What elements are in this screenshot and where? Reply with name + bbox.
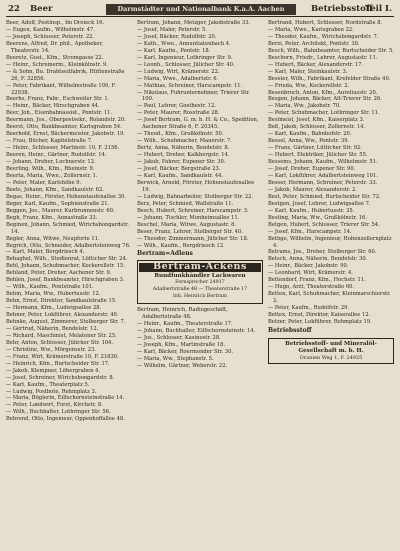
directory-entry: Bettex, Ernst, Direktor, Kaiserallee 12. <box>268 312 371 319</box>
directory-entry: Beerens, Alfred, Dr. phil., Apotheker, Theaterstr. 14. <box>6 40 104 54</box>
directory-entry: — Josef, Kfm., Harscampstr. 14. <box>268 228 352 235</box>
directory-entry: Behn, Ernst, Direktor, Sandkaulstraße 15. <box>6 298 117 305</box>
directory-entry: — Hugo, Arzt, Theaterstraße 60. <box>268 284 355 291</box>
directory-entry: — Christine, Ww., Mörgensstr. 23. <box>6 346 97 353</box>
directory-entry: Besgen, Johann, Bäcker, Alt-Trierer Str. 26. <box>268 96 382 103</box>
directory-entry: — Wilh., Schuhmacher, Mauerstr. 7. <box>137 138 232 145</box>
directory-entry: — Eugen, Kaufm., Wilhelmstr. 47. <box>6 26 95 33</box>
directory-entry: Behland, Peter, Dreher, Aachener Str. 9. <box>6 270 112 277</box>
directory-entry: — Josef, Bäcker, Bergstraße 23. <box>137 166 221 173</box>
directory-entry: — Maria, Wwe., Karlsgraben 22. <box>268 26 354 33</box>
directory-entry: — Theodor, Zimmermann, Jülicher Str. 18. <box>137 235 249 242</box>
directory-entry: — Karl, Maler, Steinkaulstr. 3. <box>268 68 348 75</box>
ad-owner: Inh. Heinrich Bertram <box>172 294 228 300</box>
ad-address: Adalbertstraße 48 — Theaterstraße 17 <box>152 287 248 293</box>
directory-entry: Bettendorf, Franz, Kfm., Hochstr. 11. <box>268 277 366 284</box>
header-keyword-left: Beer <box>30 4 53 14</box>
column-3 <box>268 20 394 367</box>
directory-entry: Beser, Franz, Lehrer, Stolberger Str. 40. <box>137 228 243 235</box>
directory-entry: Beseler, Wilh., Fabrikant, Krefelder Straße 40. <box>268 75 391 82</box>
directory-entry: Beerta, Maria, Wwe., Zollernstr. 1. <box>6 172 98 179</box>
advertisement-box <box>137 260 263 304</box>
directory-entry: — Johann, Tischler, Monheimsallee 11. <box>137 214 240 221</box>
directory-entry: — Heinr., Bäcker, Jakobstr. 90. <box>268 263 349 270</box>
header-keyword-right: Betriebsstoff <box>311 4 373 14</box>
directory-entry: Behm, Maria, Ww., Hubertusstr. 12. <box>6 291 101 298</box>
directory-entry: Beggen, Jos., Maurer, Kurbrunnenstr. 60. <box>6 207 115 214</box>
directory-entry: — Jakob, Klempner, Löhergraben 4. <box>6 367 101 374</box>
section-title: Betriebsstoff <box>268 326 312 334</box>
directory-entry: — Franz, Wirt, Krämerstraße 10, F. 21830. <box>6 353 119 360</box>
directory-entry: — Peter, Maler, Karlshöhe 9. <box>6 179 82 186</box>
directory-entry: Bethge, Wilhelm, Ingenieur, Hohenzollernplatz 4. <box>268 235 392 249</box>
column-2 <box>137 20 263 370</box>
directory-entry: — Heinr., Schreinerm., Kleinkölnstr. 9. <box>6 61 108 68</box>
directory-entry: — Karl, Bäcker, Roermonder Str. 30. <box>137 348 234 355</box>
directory-entry: — Heinrich, Kfm., Burtscheider Str. 17. <box>6 360 110 367</box>
directory-entry: — Leonh., Schlosser, Jülicher Str. 40. <box>137 61 235 68</box>
ad-line: Gesellschaft m. b. H. <box>298 347 364 354</box>
directory-entry: — Kath., Wwe., Annuntiatenbach 4. <box>137 40 231 47</box>
directory-entry: — Ludwig, Bahnarbeiter, Stolberger Str. 22. <box>137 193 254 200</box>
directory-entry: — Richard, Maschinist, Melatener Str. 25. <box>6 332 117 339</box>
directory-entry: — Karl, Maler, Bergdriesch 4. <box>6 249 85 256</box>
directory-entry: — Karl, Lokführer, Adalbertsteinweg 101. <box>268 172 378 179</box>
directory-entry: — Josef, Dreher, Eupener Str. 90. <box>268 166 356 173</box>
directory-entry: Beer, Adolf, Postinsp., Im Dreieck 16. <box>6 20 105 26</box>
directory-entry: Bertram, Johann, Metzger, Jakobstraße 33. <box>137 20 251 26</box>
directory-entry: Behlen, Josef, Bankbeamter, Hirschgraben 3. <box>6 277 125 284</box>
directory-entry: — Maria, Ww., Jakobstr. 70. <box>268 103 341 110</box>
directory-entry: — Theodor, Kaufm., Wirichsbongardstr. 7. <box>268 33 379 40</box>
directory-entry: — Peter, Schuhmacher, Lothringer Str. 11. <box>268 110 380 117</box>
directory-entry: — Wilhelm, Gärtner, Weberstr. 22. <box>137 362 228 369</box>
directory-entry: Behnke, August, Zimmerer, Stolberger Str. 7. <box>6 318 126 325</box>
directory-entry: Beermann, Jos., Oberpostsekr., Rolandstr. 20. <box>6 117 126 124</box>
directory-entry: Beerhs, Franz, Fabr., Eschweiler Str. 1. <box>6 96 110 103</box>
directory-entry: — Hubert, Bäcker, Alexanderstr. 17. <box>268 61 364 68</box>
directory-entry: Besenbruch, Anton, Kfm., Aureliusstr. 20. <box>268 89 378 96</box>
directory-entry: — Gertrud, Näherin, Bendelstr. 12. <box>6 325 99 332</box>
directory-entry: — Peter, Kaufm., Rudolfstr. 29. <box>268 305 350 312</box>
ad-line: Betriebsstoff- und Mineralöl- <box>285 340 377 347</box>
header-bank-banner: Darmstädter und Nationalbank K.a.A. Aachen <box>106 4 296 15</box>
ad-company-name: Bertram-Ackens <box>139 263 261 272</box>
directory-entry: Begas, Heinr., Förster, Hohenstaufenallee 30. <box>6 193 127 200</box>
header-volume: Teil I. <box>364 4 392 14</box>
directory-entry: — Josef, Bäcker, Rudolfstr. 20. <box>137 33 217 40</box>
directory-entry: Berwick, Arnold, Förster, Hohenstaufenallee 19. <box>137 179 255 193</box>
directory-entry: Beeretz, Gust., Kfm., Stromgasse 22. <box>6 54 104 61</box>
directory-entry: — Josef, Schreiner, Wirichsbongardstr. 8. <box>6 374 115 381</box>
directory-entry: — Ludwig, Postbote, Rehmplatz 3. <box>6 388 97 395</box>
directory-entry: Begh, Franz, Kfm., Annastraße 33. <box>6 214 98 221</box>
directory-entry: — Johann, Dreher, Lochnerstr. 12. <box>6 159 96 166</box>
directory-entry: Betten, Karl, Schuhmacher, Kleinmarschierstr. 2. <box>268 291 391 305</box>
ad-tagline: Rundfunkhändler Lackwaren <box>154 273 246 280</box>
directory-entry: — Karl, Ingenieur, Lothringer Str. 9. <box>137 54 233 61</box>
directory-entry: Bessel, Anna, Ww., Pontstr. 39. <box>268 138 350 145</box>
header-rule <box>6 16 394 17</box>
directory-entry: — Theod., Kfm., Großkölnstr. 50. <box>137 131 224 138</box>
directory-entry: — Frau, Bücher, Kapitelstraße 7. <box>6 138 93 145</box>
directory-entry: Berz, Peter, Schmied, Wallstraße 11. <box>137 200 234 207</box>
directory-entry: — Wilh., Kaufm., Bergdriesch 12. <box>137 242 225 249</box>
directory-entry: — Karl, Kaufm., Bahnhofstr. 20. <box>268 131 352 138</box>
directory-entry: — Heinr., Schlosser, Martinstr. 10, F. 2156. <box>6 145 120 152</box>
directory-entry: Beer, Joh., Eisenbahnassist., Pontstr. 11. <box>6 110 113 117</box>
directory-entry: Beger, Karl, Kaufm., Sophienstraße 21. <box>6 200 110 207</box>
directory-entry: Betrams, Jos., Dreher, Stolberger Str. 60. <box>268 249 377 256</box>
directory-entry: — Jakob, Maurer, Alexanderstr. 2. <box>268 186 358 193</box>
directory-entry: Behner, Peter, Lokführer, Alexanderstr. 40. <box>6 312 119 319</box>
directory-entry: — Hubert, Elektriker, Jülicher Str. 55. <box>268 152 368 159</box>
directory-entry: — Heinr., Kaufm., Theaterstraße 17. <box>137 321 233 328</box>
directory-entry: Beeren, Heinr., Gärtner, Rudolfstr. 14. <box>6 152 107 159</box>
advertisement-box <box>268 338 394 365</box>
directory-entry: Bestgen, Josef, Lehrer, Ludwigsallee 7. <box>268 200 371 207</box>
column-1 <box>6 20 132 423</box>
directory-entry: — Peter, Fabrikant, Wilhelmstraße 109, F. 22938. <box>6 82 116 96</box>
page-number: 22 <box>8 4 20 14</box>
directory-entry: Beß, Jakob, Schlosser, Zollernstr. 14. <box>268 124 366 131</box>
directory-entry: Beerst, Otto, Bankbeamter, Karlsgraben 54. <box>6 124 122 131</box>
directory-entry: Betzer, Peter, Lokführer, Rehmplatz 19. <box>268 318 372 325</box>
directory-entry: — Johann, Buchhalter, Eilfschornsteinstr. 14. <box>137 328 256 335</box>
directory-entry: Begler, Anna, Witwe, Neupforte 11. <box>6 235 100 242</box>
directory-entry: Beerling, Wilh., Kfm., Rheinstr. 9. <box>6 166 95 173</box>
directory-entry: — Hubert, Dreher, Kalkbergstr. 14. <box>137 152 230 159</box>
directory-entry: Betsch, Anna, Näherin, Bendelstr. 30. <box>268 256 368 263</box>
ad-address: Oranien Weg 1, F. 24925 <box>299 354 363 361</box>
directory-entry: Behrend, Otto, Ingenieur, Oppenhoffallee 48. <box>6 416 125 423</box>
directory-entry: — Heinr., Bäcker, Hirschgraben 44. <box>6 103 100 110</box>
directory-entry: — Frieda, Ww., Kockerellstr. 2. <box>268 82 350 89</box>
directory-entry: Besch, Hubert, Schreiner, Harscampstr. 3. <box>137 207 249 214</box>
directory-entry: Beerhold, Ernst, Bäckermeister, Jakobstr. 19. <box>6 131 125 138</box>
directory-entry: — Leonhard, Wirt, Krämerstr. 4. <box>268 270 353 277</box>
directory-entry: Best, Peter, Schmied, Burtscheider Str. 72. <box>268 193 381 200</box>
directory-entry: Beschorn, Friedr., Lehrer, Augustastr. 11. <box>268 54 378 61</box>
directory-entry: Besser, Hermann, Schreiner, Peterstr. 33. <box>268 179 378 186</box>
directory-entry: — Franz, Gärtner, Lütticher Str. 92. <box>268 145 362 152</box>
directory-entry: Bertram, Heinrich, Radiogeschäft, Adalbertstraße 48. <box>137 307 228 321</box>
directory-entry: Betgen, Hubert, Schlosser, Trierer Str. 54. <box>268 221 380 228</box>
directory-entry: — Nikolaus, Fuhrunternehmer, Trierer Str. 100. <box>137 89 250 103</box>
directory-entry: Berzi, Peter, Architekt, Pontstr. 30. <box>268 40 360 47</box>
directory-entry: — Joseph, Schlosser, Peterstr. 22. <box>6 33 95 40</box>
directory-entry: Bertrand, Hubert, Schlosser, Nordstraße 8. <box>268 20 383 26</box>
directory-entry: — Josef Bertram, G. m. b. H. & Co., Spedition, Aachener Straße 6, F. 20345. <box>137 117 259 131</box>
directory-entry: Besting, Maria, Ww., Großkölnstr. 16. <box>268 214 367 221</box>
directory-entry: Beets, Johann, Kfm., Sandkaulstr. 62. <box>6 186 105 193</box>
directory-entry: — Jakob, Fahrer, Eupener Str. 30. <box>137 159 226 166</box>
directory-entry: — Wilh., Buchhalter, Lothringer Str. 56. <box>6 409 111 416</box>
directory-entry: Beslmeisl, Josef, Kfm., Kaiserplatz 3. <box>268 117 365 124</box>
directory-entry: — & Sohn, Bu. Drahtseilfabrik, Hüttenstraße 26, F. 32856. <box>6 68 125 82</box>
directory-entry: — Maria, Ww., Stephanstr. 5. <box>137 355 214 362</box>
directory-entry: — Jos., Schlosser, Kasinostr. 28. <box>137 334 221 341</box>
directory-entry: — Wilh., Kaufm., Pontstraße 101. <box>6 284 94 291</box>
directory-entry: — Peter, Maurer, Rosstraße 28. <box>137 110 220 117</box>
directory-entry: Behaghel, Wilh., Studienrat, Lütticher Str. 24. <box>6 256 128 263</box>
section-title: Bertram=Adlens <box>137 250 193 258</box>
directory-entry: — Hermann, Kfm., Ludwigsallee 28. <box>6 305 102 312</box>
directory-entry: — Josef, Maler, Peterstr. 5. <box>137 26 208 33</box>
directory-entry: Behr, Anton, Schlosser, Jülicher Str. 104. <box>6 339 114 346</box>
directory-entry: Begrich, Otto, Schneider, Adalbertsteinweg 76. <box>6 242 131 249</box>
directory-entry: Bertz, Anna, Näherin, Bendelstr. 8. <box>137 145 230 152</box>
ad-phone: Fernsprecher 24917 <box>175 280 225 286</box>
directory-entry: Beginen, Johann, Schmied, Wirichsbongardstr. 14. <box>6 221 129 235</box>
directory-entry: — Karl, Kaufm., Hubertusstr. 35. <box>268 207 355 214</box>
directory-entry: Bessems, Johann, Kaufm., Wilhelmstr. 51. <box>268 159 378 166</box>
directory-entry: — Maria, Büglerin, Eilfschornsteinstraße 14. <box>6 395 125 402</box>
directory-entry: — Karl, Kaufm., Sandkaulstr. 44. <box>137 172 224 179</box>
directory-entry: — Mathias, Schreiner, Harscampstr. 11. <box>137 82 243 89</box>
directory-entry: — Ludwig, Wirt, Krämerstr. 22. <box>137 68 220 75</box>
directory-entry: — Maria, Wwe., Adalbertstr. 6. <box>137 75 219 82</box>
directory-entry: Beschel, Maria, Witwe, Augustastr. 8. <box>137 221 237 228</box>
directory-entry: — Peter, Landwirt, Forst, Kirchstr. 8. <box>6 402 103 409</box>
directory-entry: — Joseph, Kfm., Martinstraße 18. <box>137 341 226 348</box>
directory-entry: — Paul, Lehrer, Goethestr. 12. <box>137 103 217 110</box>
directory-entry: — Karl, Kaufm., Theaterplatz 5. <box>6 381 90 388</box>
directory-entry: Behl, Johann, Schuhmacher, Kockerellstr. 15. <box>6 263 125 270</box>
directory-entry: Besch, Wilh., Bahnbeamter, Burtscheider Str. 5. <box>268 47 394 54</box>
directory-entry: — Karl, Kaufm., Pontstr. 18. <box>137 47 211 54</box>
